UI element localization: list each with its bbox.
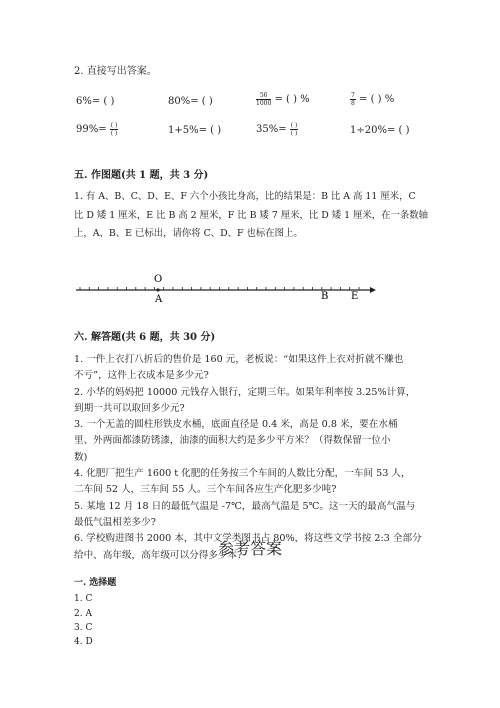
question-1-plus-5-percent: 1+5%= ( ) bbox=[168, 125, 222, 136]
text-line: 5. 某地 12 月 18 日的最低气温是 -7℃，最高气温是 5℃。这一天的最高气温与 bbox=[74, 500, 416, 512]
answer-item: 1. C bbox=[74, 594, 93, 604]
text-line: 比 D 矮 1 厘米，E 比 B 高 2 厘米，F 比 B 矮 7 厘米，比 D 矮 1 厘米，在一条数轴 bbox=[74, 209, 429, 221]
text-line: 到期一共可以取回多少元? bbox=[74, 402, 185, 414]
answers-title: 参考答案 bbox=[217, 539, 282, 558]
section-title: 2. 直接写出答案。 bbox=[74, 66, 157, 77]
text-line: 二车间 52 人，三车间 55 人。三个车间各应生产化肥多少吨? bbox=[74, 484, 337, 496]
point-label-b: B bbox=[321, 291, 329, 302]
text-line: 上，A、B、E 已标出，请你将 C、D、F 也标在图上。 bbox=[74, 228, 303, 240]
question-80-percent: 80%= ( ) bbox=[168, 96, 213, 107]
origin-point bbox=[156, 288, 159, 291]
text-line: 1. 有 A、B、C、D、E、F 六个小孩比身高，比的结果是：B 比 A 高 11 厘米，C bbox=[74, 191, 416, 202]
text-line: 3. 一个无盖的圆柱形铁皮水桶，底面直径是 0.4 米，高是 0.8 米，要在水桶 bbox=[74, 419, 398, 431]
answer-item: 4. D bbox=[74, 637, 93, 647]
text-line: 不亏”，这件上衣成本是多少元? bbox=[74, 370, 209, 382]
text-line: 4. 化肥厂把生产 1600 t 化肥的任务按三个车间的人数比分配，一车间 53 人， bbox=[74, 468, 411, 480]
question-6-percent: 6%= ( ) bbox=[76, 96, 115, 107]
question-1-div-20-percent: 1÷20%= ( ) bbox=[350, 125, 410, 136]
question-35-percent: 35%= $\frac{( )}{( )}$ bbox=[256, 122, 298, 137]
number-line bbox=[70, 270, 380, 306]
answer-item: 3. C bbox=[74, 623, 93, 633]
point-label-e: E bbox=[351, 291, 359, 302]
answer-item: 2. A bbox=[74, 609, 92, 619]
question-fraction-56-1000: $\frac{56}{1000}$ = ( ) % bbox=[256, 92, 310, 107]
text-line: 1. 一件上衣打八折后的售价是 160 元，老板说：“如果这件上衣对折就不赚也 bbox=[74, 354, 404, 365]
text-line: 2. 小华的妈妈把 10000 元钱存入银行，定期三年。如果年利率按 3.25%计算， bbox=[74, 386, 416, 398]
text-line: 数) bbox=[74, 451, 88, 463]
text-line: 给中、高年级，高年级可以分得多少本? bbox=[74, 549, 243, 561]
section-heading-drawing: 五. 作图题(共 1 题，共 3 分) bbox=[74, 170, 209, 181]
word-problems-text bbox=[74, 352, 434, 564]
section-heading-word-problems: 六. 解答题(共 6 题，共 30 分) bbox=[74, 332, 216, 343]
question-fraction-7-8: $\frac{7}{8}$ = ( ) % bbox=[351, 92, 395, 107]
text-line: 6. 学校购进图书 2000 本，其中文学类图书占 80%，将这些文学书按 2:3 全部分 bbox=[74, 533, 422, 545]
text-line: 最低气温相差多少? bbox=[74, 516, 156, 528]
text-line: 里、外两面都漆防锈漆，油漆的面积大约是多少平方米？（得数保留一位小 bbox=[74, 435, 391, 447]
drawing-question-text bbox=[74, 188, 434, 244]
arrow-icon bbox=[370, 287, 376, 293]
point-label-a: A bbox=[155, 294, 163, 305]
question-99-percent: 99%= $\frac{( )}{( )}$ bbox=[76, 122, 118, 137]
answers-section-heading: 一. 选择题 bbox=[74, 578, 117, 588]
origin-label: O bbox=[154, 274, 163, 285]
